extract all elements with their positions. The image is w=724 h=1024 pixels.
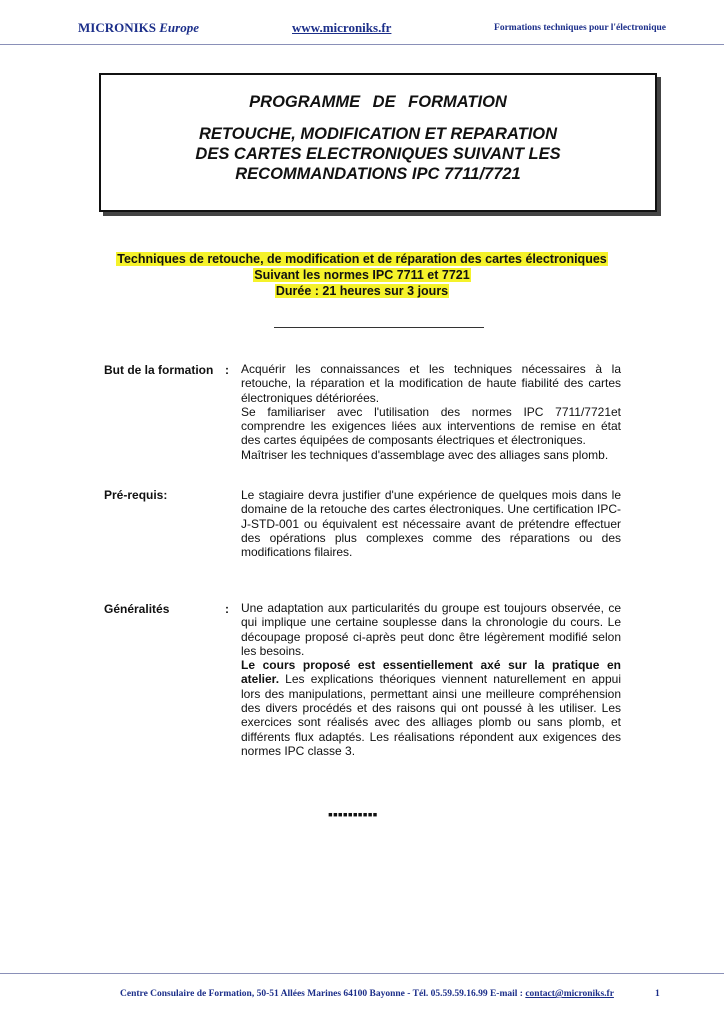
generalites-text [241,601,621,758]
generalites-label: Généralités [104,602,170,616]
generalites-colon: : [225,602,229,616]
but-label: But de la formation [104,363,214,377]
prerequis-text [241,488,621,559]
but-paragraph-1: Acquérir les connaissances et les techniques nécessaires à la retouche, la réparation et la modification de haute fiabilité des cartes électroniques détériorées. [241,362,621,405]
page-number: 1 [655,989,660,999]
website-link[interactable]: www.microniks.fr [292,20,392,35]
generalites-paragraph-2 [241,658,621,758]
brand-name: MICRONIKS Europe [78,20,199,35]
footer-address: Centre Consulaire de Formation, 50-51 Allées Marines 64100 Bayonne - Tél. 05.59.59.16.99 E-mail : contact@microniks.fr [120,989,614,999]
footer-email-link[interactable]: contact@microniks.fr [525,989,614,999]
programme-title: PROGRAMME DE FORMATION [249,93,507,111]
but-text [241,362,621,462]
formation-title-line2: DES CARTES ELECTRONIQUES SUIVANT LES [195,145,561,163]
but-paragraph-2: Se familiariser avec l'utilisation des normes IPC 7711/7721et comprendre les exigences liées aux interventions de remise en état des cartes équipées de composants électriques et électroniques. [241,404,621,448]
header-rule [0,44,724,45]
highlight-line2: Suivant les normes IPC 7711 et 7721 [254,268,470,282]
ellipsis-marker: ▪▪▪▪▪▪▪▪▪▪ [328,806,378,822]
title-box [99,73,657,212]
generalites-paragraph-2-rest: Les explications théoriques viennent naturellement en appui lors des manipulations, permettant ainsi une meilleure compréhension des divers procédés et des raisons qui ont poussé à les utiliser. Les exercices sont réalisés avec des alliages plomb ou sans plomb, et différents flux adaptés. Les réalisations répondent aux exigences des normes IPC classe 3. [241,672,621,758]
prerequis-paragraph: Le stagiaire devra justifier d'une expérience de quelques mois dans le domaine de la retouche des cartes électroniques. Une certification IPC- J-STD-001 ou équivalent est nécessaire avant de prétendre effectuer des opérations plus complexes comme des réparations ou des modifications filaires. [241,488,621,560]
formation-title-line3: RECOMMANDATIONS IPC 7711/7721 [235,165,521,183]
generalites-emphasis: Le cours proposé est essentiellement axé sur la pratique en atelier. [241,658,621,687]
page-header [0,20,724,40]
footer-rule [0,973,724,974]
formation-title [101,124,655,184]
header-tagline: Formations techniques pour l'électronique [494,23,666,33]
generalites-paragraph-1: Une adaptation aux particularités du groupe est toujours observée, ce qui implique une certaine souplesse dans la chronologie du cours. Le découpage proposé ci-après peut donc être légèrement modifié selon les besoins. [241,601,621,658]
highlight-line1: Techniques de retouche, de modification et de réparation des cartes électroniques [117,252,607,266]
but-paragraph-3: Maîtriser les techniques d'assemblage avec des alliages sans plomb. [241,447,609,462]
section-separator [274,327,484,328]
prerequis-label: Pré-requis: [104,488,168,502]
but-colon: : [225,363,229,377]
brand-suffix: Europe [159,20,199,35]
highlight-duration: Durée : 21 heures sur 3 jours [275,284,449,298]
formation-title-line1: RETOUCHE, MODIFICATION ET REPARATION [198,125,558,143]
